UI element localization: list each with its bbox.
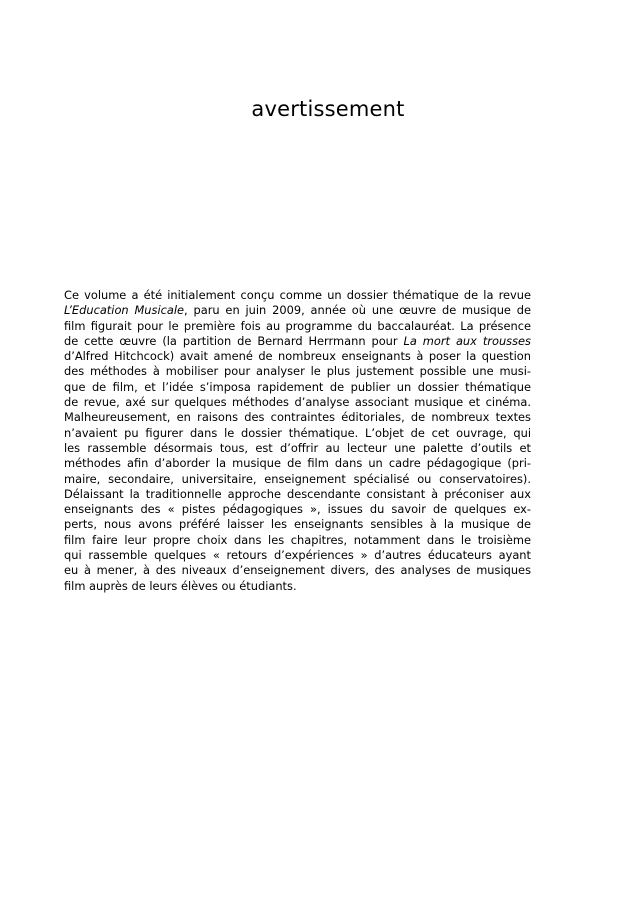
paragraph-line bbox=[64, 563, 531, 578]
text-run: eu à mener, à des niveaux d’enseignement divers, des analyses de musiques bbox=[64, 563, 531, 578]
paragraph-line bbox=[64, 349, 531, 364]
text-run: maire, secondaire, universitaire, enseignement spécialisé ou conservatoires). bbox=[64, 471, 531, 486]
paragraph-line bbox=[64, 410, 531, 425]
text-run: film auprès de leurs élèves ou étudiants. bbox=[64, 578, 297, 593]
text-run: enseignants des « pistes pédagogiques », issues du savoir de quelques ex- bbox=[64, 502, 531, 517]
text-run: qui rassemble quelques « retours d’expériences » d’autres éducateurs ayant bbox=[64, 548, 531, 563]
text-run: méthodes afin d’aborder la musique de film dans un cadre pédagogique (pri- bbox=[64, 456, 531, 471]
paragraph-line bbox=[64, 517, 531, 532]
text-run: Délaissant la traditionnelle approche descendante consistant à préconiser aux bbox=[64, 486, 531, 501]
text-run: perts, nous avons préféré laisser les enseignants sensibles à la musique de bbox=[64, 517, 531, 532]
italic-title: L’Education Musicale bbox=[64, 303, 185, 318]
text-run: n’avaient pu figurer dans le dossier thématique. L’objet de cet ouvrage, qui bbox=[64, 425, 531, 440]
paragraph-line bbox=[64, 441, 531, 456]
text-run: Ce volume a été initialement conçu comme un dossier thématique de la revue bbox=[64, 288, 531, 302]
paragraph-line bbox=[64, 364, 531, 379]
text-run: d’Alfred Hitchcock) avait amené de nombreux enseignants à poser la question bbox=[64, 349, 531, 364]
text-run: film figurait pour le première fois au programme du baccalauréat. La présence bbox=[64, 318, 531, 333]
page-title: avertissement bbox=[251, 97, 405, 121]
paragraph-line bbox=[64, 472, 531, 487]
text-run: que de film, et l’idée s’imposa rapidement de publier un dossier thématique bbox=[64, 379, 531, 394]
body-paragraph bbox=[64, 288, 531, 594]
text-run: de revue, axé sur quelques méthodes d’analyse associant musique et cinéma. bbox=[64, 395, 531, 410]
paragraph-line bbox=[64, 487, 531, 502]
paragraph-line bbox=[64, 319, 531, 334]
paragraph-line bbox=[64, 395, 531, 410]
paragraph-line bbox=[64, 426, 531, 441]
text-run: film faire leur propre choix dans les chapitres, notamment dans le troisième bbox=[64, 532, 531, 547]
text-run: des méthodes à mobiliser pour analyser le plus justement possible une musi- bbox=[64, 364, 531, 379]
text-run: les rassemble désormais tous, est d’offrir au lecteur une palette d’outils et bbox=[64, 440, 531, 455]
paragraph-line bbox=[64, 579, 531, 594]
text-run: de cette œuvre (la partition de Bernard Herrmann pour bbox=[64, 333, 404, 348]
paragraph-line bbox=[64, 303, 531, 318]
paragraph-line bbox=[64, 380, 531, 395]
paragraph-line bbox=[64, 456, 531, 471]
paragraph-line bbox=[64, 288, 531, 303]
paragraph-line bbox=[64, 502, 531, 517]
paragraph-line bbox=[64, 548, 531, 563]
italic-title: La mort aux trousses bbox=[403, 333, 531, 348]
text-run: , paru en juin 2009, année où une œuvre de musique de bbox=[184, 303, 532, 318]
paragraph-line bbox=[64, 533, 531, 548]
paragraph-line bbox=[64, 334, 531, 349]
text-run: Malheureusement, en raisons des contraintes éditoriales, de nombreux textes bbox=[64, 410, 531, 425]
